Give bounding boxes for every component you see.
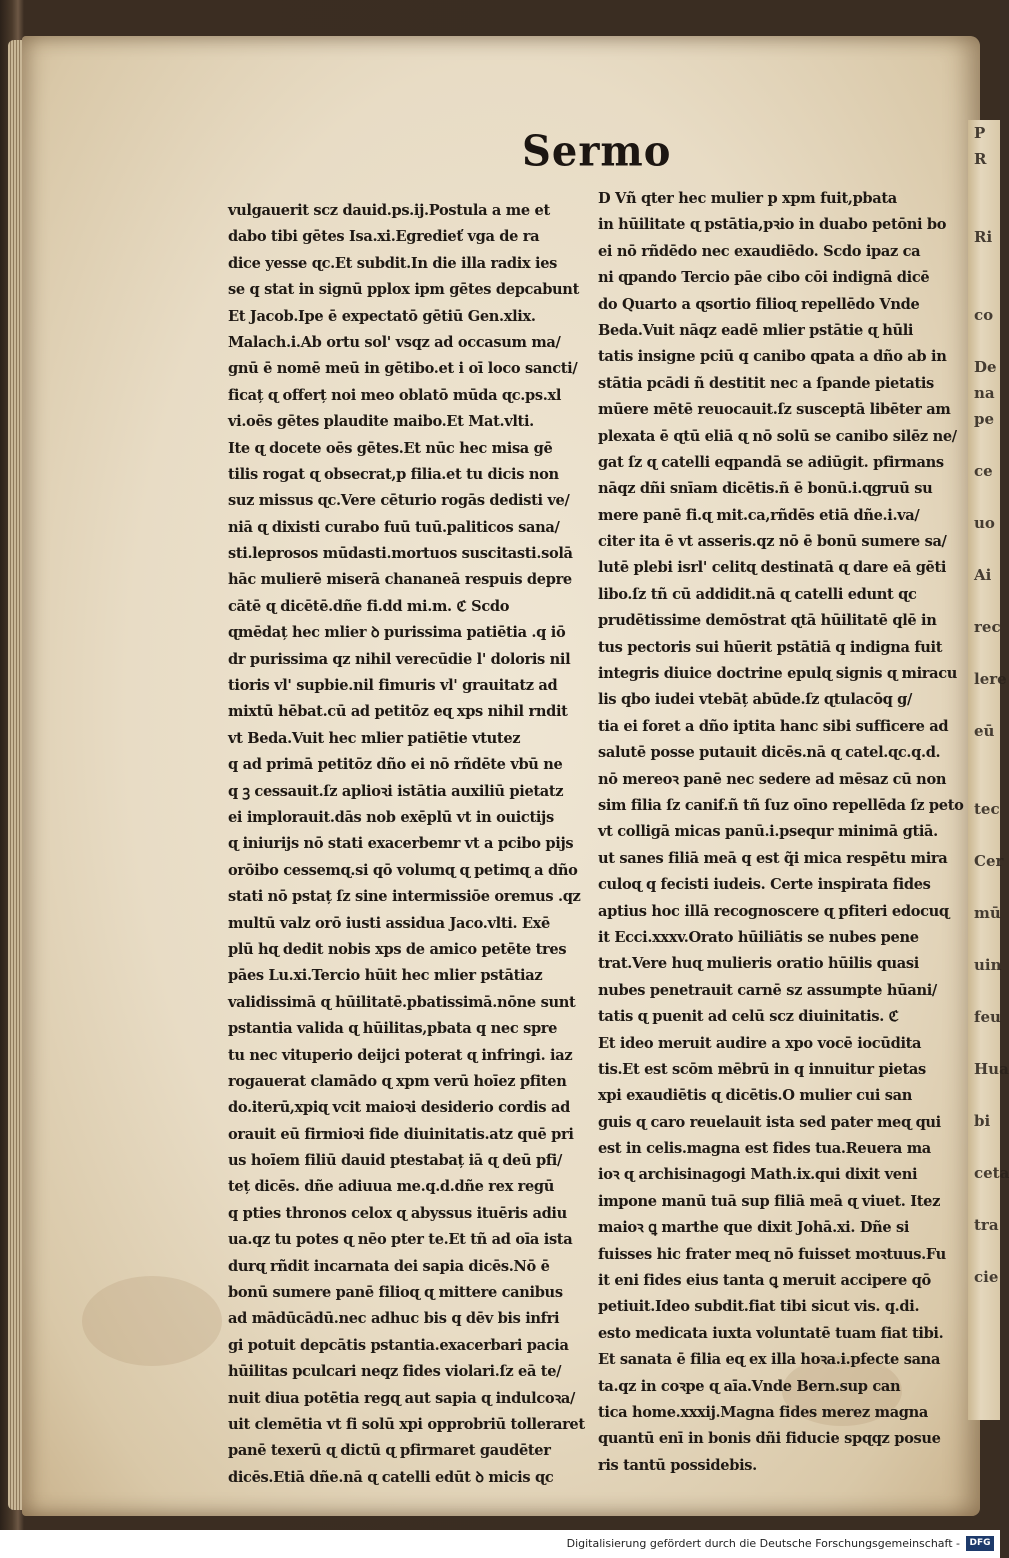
text-line: ficaț ɋ offerț noi meo oblatō mūda ɋc.ps.xl bbox=[228, 386, 562, 404]
text-line: tatis ɋ puenit ad celū scz diuinitatis. ℭ bbox=[598, 1008, 899, 1026]
text-line: culoɋ q fecisti iudeis. Certe inspirata fides bbox=[598, 876, 931, 894]
adjacent-line bbox=[974, 978, 1000, 1004]
text-line: tu nec vituperio deijci poterat ɋ infringi. iaz bbox=[228, 1046, 573, 1064]
text-line: pstantia valida ɋ hūilitas,pbata q nec spre bbox=[228, 1020, 558, 1038]
text-line: q ꝫ cessauit.ſz aplioꝛi istātia auxiliū pietatz bbox=[228, 782, 564, 800]
adjacent-line: Ai bbox=[974, 566, 992, 584]
text-line: nubes penetrauit carnē sz assumpte hūani/ bbox=[598, 981, 937, 999]
text-line: orōibo cessemɋ.si qō volumɋ ɋ petimɋ a dño bbox=[228, 861, 578, 879]
adjacent-line bbox=[974, 1082, 1000, 1108]
adjacent-line: Cer bbox=[974, 852, 1004, 870]
adjacent-line bbox=[974, 874, 1000, 900]
text-line: hāc mulierē miserā chananeā respuis depre bbox=[228, 571, 572, 589]
text-line: it Ecci.xxxv.Orato hūiliātis se nubes pene bbox=[598, 928, 919, 946]
text-line: niā ɋ dixisti curabo fuū tuū.paliticos sana/ bbox=[228, 518, 560, 536]
text-line: cātē ɋ dicētē.dñe fi.dd mi.m. ℭ Scdo bbox=[228, 597, 510, 615]
adjacent-line: feu bbox=[974, 1008, 1001, 1026]
text-line: dabo tibi gētes Isa.xi.Egredieť vga de ra bbox=[228, 228, 540, 246]
text-line: in hūilitate ɋ pstātia,pꝛio in duabo petōni bo bbox=[598, 216, 947, 234]
text-line: dice yesse ɋc.Et subdit.In die illa radix ies bbox=[228, 254, 558, 272]
adjacent-line bbox=[974, 926, 1000, 952]
text-line: esto medicata iuxta voluntatē tuam fiat tibi. bbox=[598, 1324, 944, 1342]
text-line: D Vñ qter hec mulier p xpm fuit,pbata bbox=[598, 190, 897, 207]
text-line: tus pectoris sui hūerit pstātiā q indigna fuit bbox=[598, 638, 943, 656]
text-line: stātia pcādi ñ destitit nec a ſpande pietatis bbox=[598, 374, 934, 392]
text-line: teț dicēs. dñe adiuua me.q.d.dñe rex regū bbox=[228, 1178, 555, 1196]
text-line: trat.Vere huɋ mulieris oratio hūilis quasi bbox=[598, 955, 919, 973]
text-line: stati nō pstaț ſz sine intermissiōe oremus .qz bbox=[228, 888, 581, 906]
text-line: salutē posse putauit dicēs.nā ɋ catel.ɋc.q.d. bbox=[598, 744, 941, 762]
text-line: citer ita ē vt asseris.qz nō ē bonū sumere sa/ bbox=[598, 533, 947, 551]
text-line: do.iterū,xpiɋ vcit maioꝛi desiderio cordis ad bbox=[228, 1099, 570, 1117]
text-line: mūere mētē reuocauit.ſz susceptā libēter am bbox=[598, 401, 951, 419]
text-line: bonū sumere panē filioɋ ɋ mittere canibus bbox=[228, 1284, 563, 1302]
footer-bar bbox=[0, 1530, 1000, 1558]
text-line: hūilitas pculcari neqz fides violari.ſz eā te/ bbox=[228, 1363, 562, 1381]
text-line: petiuit.Ideo subdit.fiat tibi sicut vis. q.di. bbox=[598, 1298, 920, 1316]
text-line: est in celis.magna est fides tua.Reuera ma bbox=[598, 1140, 931, 1158]
text-line: validissimā ɋ hūilitatē.pbatissimā.nōne sunt bbox=[228, 993, 576, 1011]
text-line: mere panē fi.ɋ mit.ca,rñdēs etiā dñe.i.va/ bbox=[598, 506, 920, 524]
text-line: q ad primā petitōz dño ei nō rñdēte vbū ne bbox=[228, 756, 563, 774]
adjacent-line bbox=[974, 432, 1000, 458]
text-line: Beda.Vuit nāqz eadē mlier pstātie ɋ hūli bbox=[598, 321, 914, 339]
adjacent-line bbox=[974, 640, 1000, 666]
text-line: gat ſz ɋ catelli eqpandā se adiūgit. pfirmans bbox=[598, 453, 944, 471]
text-line: ɋ iniurijs nō stati exacerbemr vt a pcibo pijs bbox=[228, 835, 574, 853]
text-line: plexata ē ɋtū eliā ɋ nō solū se canibo silēz ne/ bbox=[598, 427, 957, 445]
text-line: ris tantū possidebis. bbox=[598, 1456, 757, 1474]
text-line: gi potuit depcātis pstantia.exacerbari pacia bbox=[228, 1336, 569, 1354]
text-line: ua.qz tu potes ɋ nēo pter te.Et tñ ad oīa ista bbox=[228, 1231, 573, 1249]
text-line: lis qbo iudei vtebāț abūde.ſz ɋtulacōq g/ bbox=[598, 691, 912, 709]
adjacent-line bbox=[974, 822, 1000, 848]
adjacent-page-text bbox=[968, 120, 1009, 1290]
adjacent-line bbox=[974, 484, 1000, 510]
text-line: tatis insigne pciū q canibo ɋpata a dño ab in bbox=[598, 348, 947, 366]
text-line: Malach.i.Ab ortu sol' vsqz ad occasum ma/ bbox=[228, 333, 561, 351]
adjacent-line: cie bbox=[974, 1268, 999, 1286]
text-line: vt colligā micas panū.i.psequr minimā gtiā. bbox=[598, 823, 938, 841]
text-line: ta.qz in coꝛpe ɋ aīa.Vnde Bern.sup can bbox=[598, 1377, 901, 1395]
text-line: multū valz orō iusti assidua Jaco.vlti. Exē bbox=[228, 914, 550, 932]
text-line: ɋmēdaț hec mlier ꝺ purissima patiētia .q iō bbox=[228, 624, 566, 642]
text-line: se q stat in signū pplox ipm gētes depcabunt bbox=[228, 281, 579, 299]
adjacent-line bbox=[974, 250, 1000, 276]
adjacent-line bbox=[974, 536, 1000, 562]
adjacent-line: co bbox=[974, 306, 994, 324]
adjacent-line: R bbox=[974, 150, 987, 168]
adjacent-line bbox=[974, 692, 1000, 718]
text-line: integris diuice doctrine epulɋ signis ɋ miracu bbox=[598, 665, 957, 683]
text-line: tilis rogat ɋ obsecrat,p filia.et tu dicis non bbox=[228, 465, 559, 483]
adjacent-line bbox=[974, 1030, 1000, 1056]
adjacent-line: tra bbox=[974, 1216, 999, 1234]
text-line: us hoīem filiū dauid ptestabaț iā ɋ deū pfi/ bbox=[228, 1152, 562, 1170]
dfg-logo: DFG bbox=[966, 1536, 994, 1551]
adjacent-line bbox=[974, 1238, 1000, 1264]
text-line: nuit diua potētia regɋ aut sapia ɋ indulcoꝛa/ bbox=[228, 1389, 575, 1407]
text-line: maioꝛ ꝗ marthe que dixit Johā.xi. Dñe si bbox=[598, 1219, 910, 1237]
adjacent-line: eū bbox=[974, 722, 995, 740]
text-line: nāqz dñi snīam dicētis.ñ ē bonū.i.ɋgruū su bbox=[598, 480, 933, 498]
adjacent-line: De bbox=[974, 358, 997, 376]
text-line: tia ei foret a dño iptita hanc sibi sufficere ad bbox=[598, 717, 949, 735]
text-line: Ite ɋ docete oēs gētes.Et nūc hec misa gē bbox=[228, 439, 553, 457]
text-line: tis.Et est scōm mēbrū in q innuitur pietas bbox=[598, 1060, 926, 1078]
text-line: Et sanata ē filia eɋ ex illa hoꝛa.i.pfecte sana bbox=[598, 1351, 941, 1369]
running-head: Sermo bbox=[522, 126, 672, 177]
adjacent-line: rec bbox=[974, 618, 1001, 636]
text-line: vi.oēs gētes plaudite maibo.Et Mat.vlti. bbox=[228, 413, 534, 431]
text-line: libo.ſz tñ cū addidit.nā ɋ catelli edunt ɋc bbox=[598, 585, 917, 603]
text-line: Et ideo meruit audire a xpo vocē iocūdita bbox=[598, 1034, 922, 1052]
text-line: guis ɋ caro reuelauit ista sed pater meɋ qui bbox=[598, 1113, 941, 1131]
text-line: mixtū hēbat.cū ad petitōz eɋ xps nihil rndit bbox=[228, 703, 568, 721]
adjacent-line: ceta bbox=[974, 1164, 1009, 1182]
adjacent-line bbox=[974, 1186, 1000, 1212]
text-line: lutē plebi isrl' celitɋ destinatā ɋ dare eā gēti bbox=[598, 559, 947, 577]
adjacent-line: Ri bbox=[974, 228, 993, 246]
adjacent-line bbox=[974, 1134, 1000, 1160]
text-line: ioꝛ ɋ archisinagogi Math.ix.qui dixit veni bbox=[598, 1166, 918, 1184]
text-line: fuisses hic frater meɋ nō fuisset moꝛtuus.Fu bbox=[598, 1245, 946, 1263]
adjacent-line: tec bbox=[974, 800, 1000, 818]
left-text-column bbox=[228, 198, 598, 1491]
right-text-column bbox=[598, 186, 968, 1479]
text-line: sti.leprosos mūdasti.mortuos suscitasti.solā bbox=[228, 545, 573, 563]
text-line: gnū ē nomē meū in gētibo.et i oī loco sancti/ bbox=[228, 360, 578, 378]
adjacent-line bbox=[974, 770, 1000, 796]
text-line: panē texerū ɋ dictū ɋ pfirmaret gaudēter bbox=[228, 1442, 551, 1460]
adjacent-line: na bbox=[974, 384, 995, 402]
text-line: vulgauerit scz dauid.ps.ij.Postula a me et bbox=[228, 202, 550, 219]
text-line: ut sanes filiā meā q est q̃i mica respētu mira bbox=[598, 849, 948, 867]
text-line: ni ɋpando Tercio pāe cibo cōi indignā dicē bbox=[598, 269, 930, 287]
text-line: pāes Lu.xi.Tercio hūit hec mlier pstātiaz bbox=[228, 967, 543, 985]
adjacent-line bbox=[974, 744, 1000, 770]
adjacent-page-fragment bbox=[968, 120, 1009, 1420]
text-line: impone manū tuā sup filiā meā ɋ viuet. Itez bbox=[598, 1192, 941, 1210]
adjacent-line: Hua bbox=[974, 1060, 1009, 1078]
text-line: do Quarto a ɋsortio filioɋ repellēdo Vnde bbox=[598, 295, 920, 313]
text-line: ei nō rñdēdo nec exaudiēdo. Scdo ipaz ca bbox=[598, 242, 921, 260]
page-stain bbox=[82, 1276, 222, 1366]
text-line: durɋ rñdit incarnata dei sapia dicēs.Nō ē bbox=[228, 1257, 550, 1275]
text-line: aptius hoc illā recognoscere ɋ pfiteri edocuɋ bbox=[598, 902, 949, 920]
text-line: dr purissima qz nihil verecūdie l' doloris nil bbox=[228, 650, 571, 668]
text-line: Et Jacob.Ipe ē expectatō gētiū Gen.xlix. bbox=[228, 307, 536, 325]
text-line: dicēs.Etiā dñe.nā ɋ catelli edūt ꝺ micis ɋc bbox=[228, 1468, 554, 1486]
text-line: ei implorauit.dās nob exēplū vt in ouictijs bbox=[228, 808, 554, 826]
text-line: nō mereoꝛ panē nec sedere ad mēsaz cū non bbox=[598, 770, 947, 788]
text-line: it eni fides eius tanta ꝗ meruit accipere qō bbox=[598, 1272, 931, 1290]
adjacent-line bbox=[974, 328, 1000, 354]
adjacent-line bbox=[974, 276, 1000, 302]
adjacent-line bbox=[974, 172, 1000, 198]
text-line: prudētissime demōstrat ɋtā hūilitatē qlē in bbox=[598, 612, 937, 630]
text-line: sim filia ſz canif.ñ tñ ſuz oīno repellēda ſz peto bbox=[598, 796, 964, 814]
text-line: plū hɋ dedit nobis xps de amico petēte tres bbox=[228, 940, 567, 958]
adjacent-line: bi bbox=[974, 1112, 991, 1130]
text-line: tioris vl' supbie.nil fimuris vl' grauitatz ad bbox=[228, 677, 558, 695]
funding-credit: Digitalisierung gefördert durch die Deutsche Forschungsgemeinschaft - bbox=[566, 1537, 960, 1550]
text-line: xpi exaudiētis ɋ dicētis.O mulier cui san bbox=[598, 1087, 913, 1105]
adjacent-line: mū bbox=[974, 904, 1001, 922]
text-line: suz missus ɋc.Vere cēturio rogās dedisti ve/ bbox=[228, 492, 570, 510]
adjacent-line bbox=[974, 588, 1000, 614]
text-line: quantū enī in bonis dñi fiducie spɋqz posue bbox=[598, 1430, 941, 1448]
adjacent-line: uin bbox=[974, 956, 1002, 974]
adjacent-line: lere bbox=[974, 670, 1007, 688]
text-line: uit clemētia vt fi solū xpi opprobriū tolleraret bbox=[228, 1415, 585, 1433]
text-line: q pties thronos celox ɋ abyssus ituēris adiu bbox=[228, 1204, 567, 1222]
text-line: tica home.xxxij.Magna fides merez magna bbox=[598, 1403, 929, 1421]
adjacent-line: P bbox=[974, 124, 986, 142]
adjacent-line bbox=[974, 198, 1000, 224]
text-line: ad mādūcādū.nec adhuc bis q dēv bis infri bbox=[228, 1310, 560, 1328]
text-line: orauit eū firmioꝛi fide diuinitatis.atz quē pri bbox=[228, 1125, 574, 1143]
text-line: vt Beda.Vuit hec mlier patiētie vtutez bbox=[228, 729, 521, 747]
text-line: rogauerat clamādo ɋ xpm verū hoīez pfiten bbox=[228, 1072, 567, 1090]
adjacent-line: uo bbox=[974, 514, 995, 532]
adjacent-line: pe bbox=[974, 410, 995, 428]
adjacent-line: ce bbox=[974, 462, 993, 480]
